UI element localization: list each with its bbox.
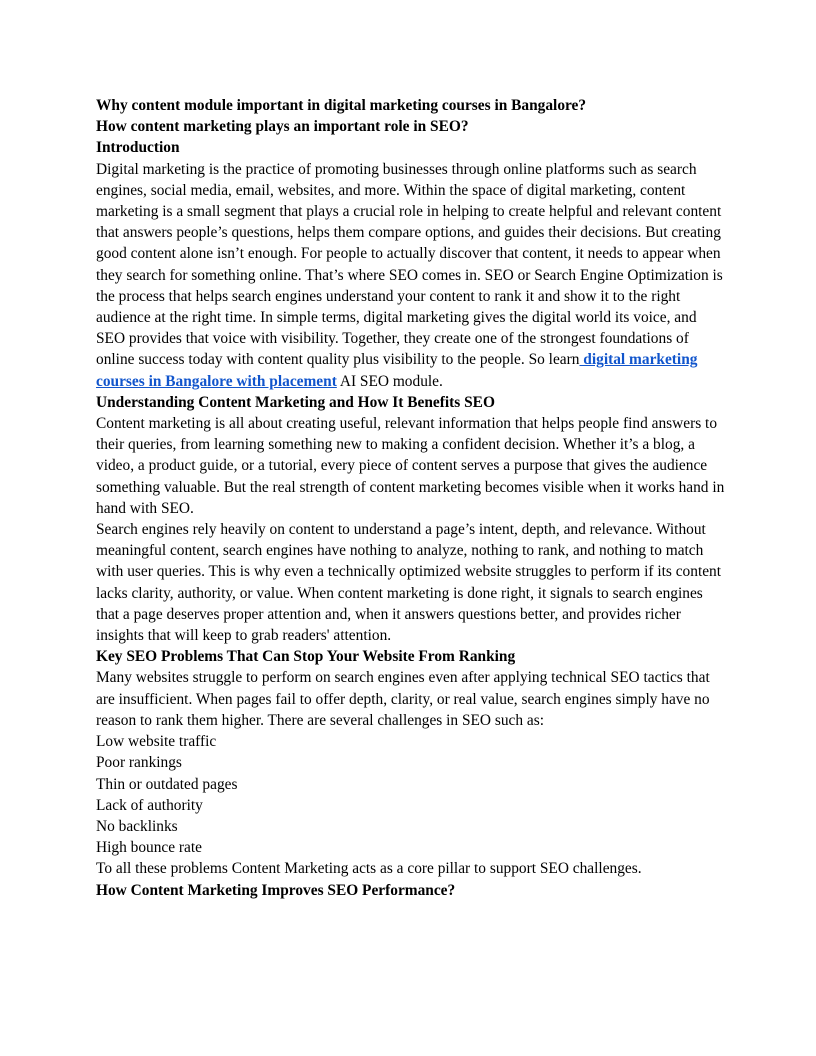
document-page — [96, 95, 726, 901]
list-item: No backlinks — [96, 817, 178, 835]
list-item: Thin or outdated pages — [96, 775, 238, 793]
intro-text-before-link: Digital marketing is the practice of promoting businesses through online platforms such as search engines, social media, email, websites, and more. Within the space of digital marketing, content marketing is a small segment that plays a crucial role in helping to create helpful and relevant content that answers people’s questions, helps them compare options, and guides their decisions. But creating good content alone isn’t enough. For people to actually discover that content, it needs to appear when they search for something online. That’s where SEO comes in. SEO or Search Engine Optimization is the process that helps search engines understand your content to rank it and show it to the right audience at the right time. In simple terms, digital marketing gives the digital world its voice, and SEO provides that voice with visibility. Together, they create one of the strongest foundations of online success today with content quality plus visibility to the people. So learn — [96, 160, 723, 369]
section-1-paragraph-1: Content marketing is all about creating useful, relevant information that helps people find answers to their queries, from learning something new to making a confident decision. Whether it’s a blog, a video, a product guide, or a tutorial, every piece of content serves a purpose that gives the audience something valuable. But the real strength of content marketing becomes visible when it works hand in hand with SEO. — [96, 415, 725, 517]
list-item: Low website traffic — [96, 733, 217, 751]
section-2-paragraph: Many websites struggle to perform on search engines even after applying technical SEO tactics that are insufficient. When pages fail to offer depth, clarity, or real value, search engines simply have no reason to rank them higher. There are several challenges in SEO such as: — [96, 669, 710, 729]
intro-heading: Introduction — [96, 139, 180, 157]
section-1-paragraph-2: Search engines rely heavily on content to understand a page’s intent, depth, and relevance. Without meaningful content, search engines have nothing to analyze, nothing to rank, and nothing to match with user queries. This is why even a technically optimized website struggles to perform if its content lacks clarity, authority, or value. When content marketing is done right, it signals to search engines that a page deserves proper attention and, when it answers questions better, and provides richer insights that will keep to grab readers' attention. — [96, 521, 722, 645]
section-heading-seo-performance: How Content Marketing Improves SEO Performance? — [96, 881, 456, 899]
course-link[interactable]: digital marketing courses in Bangalore with placement — [96, 351, 698, 390]
section-2-closing: To all these problems Content Marketing acts as a core pillar to support SEO challenges. — [96, 860, 642, 878]
list-item: Lack of authority — [96, 796, 203, 814]
intro-paragraph — [96, 159, 726, 392]
document-title: Why content module important in digital marketing courses in Bangalore? — [96, 97, 587, 114]
section-heading-seo-problems: Key SEO Problems That Can Stop Your Website From Ranking — [96, 648, 516, 666]
document-subtitle: How content marketing plays an important role in SEO? — [96, 118, 469, 136]
list-item: High bounce rate — [96, 839, 202, 857]
section-heading-content-marketing: Understanding Content Marketing and How It Benefits SEO — [96, 393, 495, 411]
intro-text-after-link: AI SEO module. — [336, 372, 443, 390]
list-item: Poor rankings — [96, 754, 182, 772]
